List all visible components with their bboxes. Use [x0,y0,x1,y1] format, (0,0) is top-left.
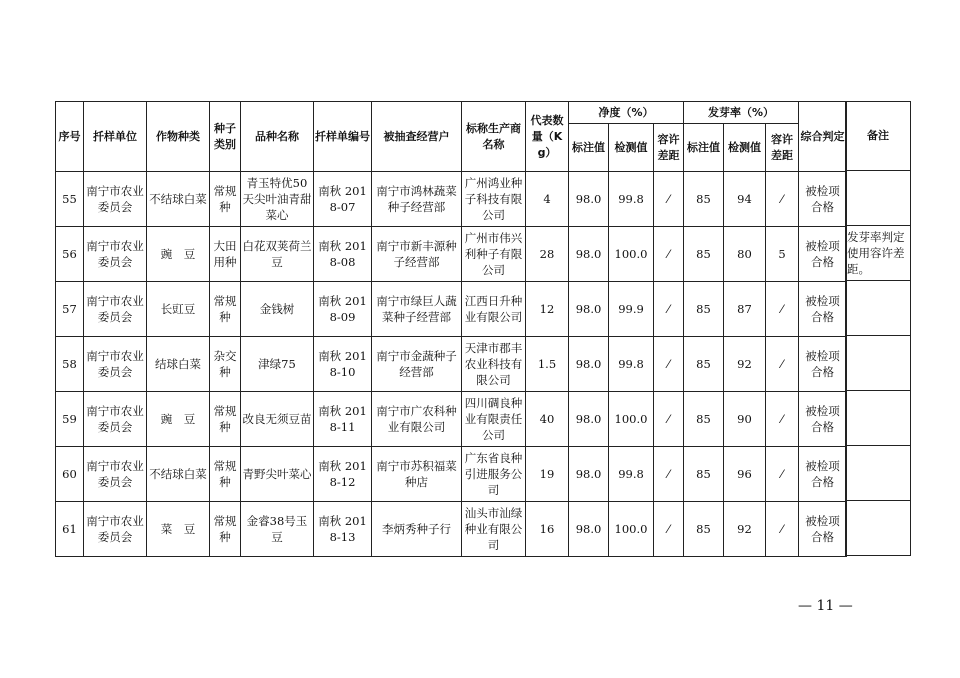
cell-judgment: 被检项合格 [799,172,847,227]
cell-remarks [846,501,911,556]
cell-p-label: 98.0 [569,337,609,392]
cell-unit: 南宁市农业委员会 [84,282,147,337]
remarks-row [846,281,911,336]
cell-operator: 南宁市广农科种业有限公司 [372,392,462,447]
header-purity-tolerance: 容许差距 [654,124,684,172]
cell-g-test: 90 [724,392,766,447]
cell-producer: 广东省良种引进服务公司 [462,447,526,502]
header-producer: 标称生产商名称 [462,102,526,172]
cell-seq: 60 [56,447,84,502]
cell-qty: 19 [526,447,569,502]
cell-crop: 不结球白菜 [147,447,210,502]
cell-qty: 40 [526,392,569,447]
cell-p-test: 100.0 [609,227,654,282]
cell-crop: 豌 豆 [147,392,210,447]
cell-seq: 56 [56,227,84,282]
cell-qty: 16 [526,502,569,557]
cell-seed-type: 常规种 [210,172,241,227]
cell-p-test: 99.8 [609,337,654,392]
header-unit: 扦样单位 [84,102,147,172]
header-row-1 [56,102,847,124]
cell-seq: 61 [56,502,84,557]
cell-judgment: 被检项合格 [799,227,847,282]
cell-seed-type: 常规种 [210,282,241,337]
header-remarks: 备注 [846,102,911,171]
cell-g-label: 85 [684,337,724,392]
cell-sheet-no: 南秋 2018-11 [314,392,372,447]
cell-variety: 青野尖叶菜心 [241,447,314,502]
remarks-row [846,336,911,391]
cell-operator: 南宁市苏积福菜种店 [372,447,462,502]
cell-producer: 天津市郡丰农业科技有限公司 [462,337,526,392]
cell-qty: 12 [526,282,569,337]
cell-judgment: 被检项合格 [799,447,847,502]
cell-producer: 广州鸿业种子科技有限公司 [462,172,526,227]
cell-seed-type: 大田用种 [210,227,241,282]
header-germ-label: 标注值 [684,124,724,172]
cell-operator: 李炳秀种子行 [372,502,462,557]
cell-variety: 金钱树 [241,282,314,337]
cell-g-label: 85 [684,392,724,447]
cell-g-tol: ⁄ [766,282,799,337]
cell-g-label: 85 [684,502,724,557]
cell-p-test: 100.0 [609,392,654,447]
cell-unit: 南宁市农业委员会 [84,172,147,227]
cell-p-label: 98.0 [569,227,609,282]
cell-seed-type: 常规种 [210,447,241,502]
cell-remarks [846,391,911,446]
cell-p-label: 98.0 [569,392,609,447]
header-crop: 作物种类 [147,102,210,172]
cell-variety: 青玉特优50天尖叶油青甜菜心 [241,172,314,227]
header-germination: 发芽率（%） [684,102,799,124]
table-row [56,447,847,502]
cell-p-tol: ⁄ [654,172,684,227]
remarks-row [846,391,911,446]
cell-producer: 汕头市汕绿种业有限公司 [462,502,526,557]
header-germ-tolerance: 容许差距 [766,124,799,172]
cell-g-tol: ⁄ [766,392,799,447]
page-number: — 11 — [798,598,853,614]
remarks-row [846,501,911,556]
cell-g-test: 92 [724,502,766,557]
remarks-row [846,171,911,226]
header-purity-test: 检测值 [609,124,654,172]
cell-p-test: 100.0 [609,502,654,557]
cell-seed-type: 常规种 [210,392,241,447]
cell-p-tol: ⁄ [654,337,684,392]
cell-operator: 南宁市鸿林蔬菜种子经营部 [372,172,462,227]
cell-qty: 1.5 [526,337,569,392]
header-seq: 序号 [56,102,84,172]
cell-seq: 58 [56,337,84,392]
cell-p-label: 98.0 [569,502,609,557]
cell-g-test: 94 [724,172,766,227]
cell-p-tol: ⁄ [654,392,684,447]
cell-producer: 四川碉良种业有限责任公司 [462,392,526,447]
cell-remarks [846,171,911,226]
cell-sheet-no: 南秋 2018-08 [314,227,372,282]
cell-p-test: 99.8 [609,172,654,227]
cell-g-label: 85 [684,227,724,282]
cell-g-test: 87 [724,282,766,337]
cell-g-tol: 5 [766,227,799,282]
cell-judgment: 被检项合格 [799,502,847,557]
table-row [56,337,847,392]
remarks-row [846,226,911,281]
cell-remarks [846,336,911,391]
cell-g-tol: ⁄ [766,447,799,502]
cell-crop: 长豇豆 [147,282,210,337]
cell-p-label: 98.0 [569,282,609,337]
table-row [56,502,847,557]
cell-judgment: 被检项合格 [799,392,847,447]
cell-unit: 南宁市农业委员会 [84,447,147,502]
cell-sheet-no: 南秋 2018-13 [314,502,372,557]
cell-crop: 豌 豆 [147,227,210,282]
table-row [56,282,847,337]
cell-p-label: 98.0 [569,447,609,502]
cell-g-label: 85 [684,282,724,337]
cell-unit: 南宁市农业委员会 [84,337,147,392]
table-row [56,392,847,447]
cell-unit: 南宁市农业委员会 [84,227,147,282]
cell-variety: 金睿38号玉豆 [241,502,314,557]
cell-producer: 江西日升种业有限公司 [462,282,526,337]
inspection-table [55,101,847,557]
cell-p-tol: ⁄ [654,227,684,282]
cell-g-test: 80 [724,227,766,282]
cell-variety: 白花双荚荷兰豆 [241,227,314,282]
cell-sheet-no: 南秋 2018-12 [314,447,372,502]
cell-g-tol: ⁄ [766,502,799,557]
cell-sheet-no: 南秋 2018-07 [314,172,372,227]
cell-p-test: 99.8 [609,447,654,502]
remarks-column [845,101,911,556]
cell-judgment: 被检项合格 [799,337,847,392]
header-purity-label: 标注值 [569,124,609,172]
remarks-row [846,446,911,501]
cell-g-label: 85 [684,172,724,227]
cell-seed-type: 常规种 [210,502,241,557]
cell-qty: 4 [526,172,569,227]
header-judgment: 综合判定 [799,102,847,172]
cell-qty: 28 [526,227,569,282]
cell-crop: 菜 豆 [147,502,210,557]
cell-p-test: 99.9 [609,282,654,337]
cell-g-tol: ⁄ [766,172,799,227]
cell-sheet-no: 南秋 2018-10 [314,337,372,392]
cell-p-label: 98.0 [569,172,609,227]
cell-seq: 55 [56,172,84,227]
cell-judgment: 被检项合格 [799,282,847,337]
cell-seed-type: 杂交种 [210,337,241,392]
cell-p-tol: ⁄ [654,282,684,337]
cell-operator: 南宁市新丰源种子经营部 [372,227,462,282]
cell-crop: 结球白菜 [147,337,210,392]
cell-remarks: 发芽率判定使用容许差距。 [846,226,911,281]
cell-p-tol: ⁄ [654,447,684,502]
cell-producer: 广州市伟兴利种子有限公司 [462,227,526,282]
cell-seq: 57 [56,282,84,337]
cell-p-tol: ⁄ [654,502,684,557]
cell-remarks [846,446,911,501]
header-operator: 被抽查经营户 [372,102,462,172]
header-variety: 品种名称 [241,102,314,172]
header-sheet-no: 扦样单编号 [314,102,372,172]
cell-g-test: 92 [724,337,766,392]
cell-unit: 南宁市农业委员会 [84,502,147,557]
cell-crop: 不结球白菜 [147,172,210,227]
cell-operator: 南宁市绿巨人蔬菜种子经营部 [372,282,462,337]
cell-seq: 59 [56,392,84,447]
table-row [56,172,847,227]
cell-unit: 南宁市农业委员会 [84,392,147,447]
cell-g-tol: ⁄ [766,337,799,392]
header-purity: 净度（%） [569,102,684,124]
cell-variety: 改良无须豆苗 [241,392,314,447]
cell-operator: 南宁市金蔬种子经营部 [372,337,462,392]
table-row [56,227,847,282]
header-qty: 代表数量（Kg） [526,102,569,172]
header-seed-type: 种子类别 [210,102,241,172]
cell-g-label: 85 [684,447,724,502]
cell-remarks [846,281,911,336]
cell-variety: 津绿75 [241,337,314,392]
cell-g-test: 96 [724,447,766,502]
header-germ-test: 检测值 [724,124,766,172]
cell-sheet-no: 南秋 2018-09 [314,282,372,337]
